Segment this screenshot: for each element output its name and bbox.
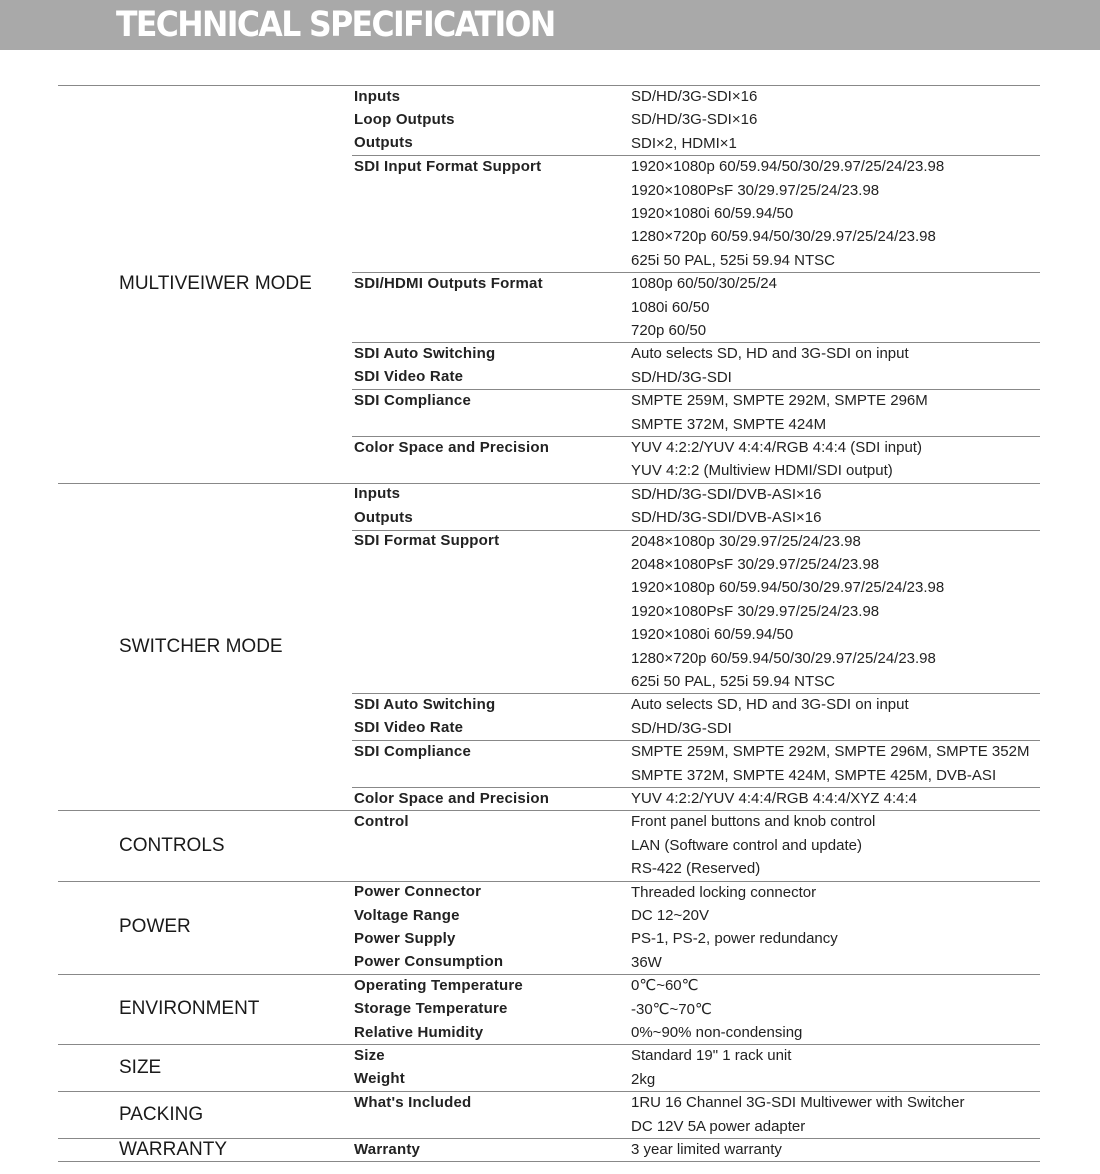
spec-value: Front panel buttons and knob control [631, 813, 876, 831]
divider-line [352, 272, 1040, 273]
spec-value: SD/HD/3G-SDI [631, 368, 732, 386]
spec-value: 0%~90% non-condensing [631, 1024, 803, 1041]
spec-value: LAN (Software control and update) [631, 836, 862, 854]
spec-value: 1080i 60/50 [631, 298, 710, 316]
spec-label: SDI/HDMI Outputs Format [354, 274, 543, 292]
spec-value: 625i 50 PAL, 525i 59.94 NTSC [631, 673, 836, 690]
spec-value: 625i 50 PAL, 525i 59.94 NTSC [631, 251, 836, 269]
section-title: PACKING [119, 1103, 204, 1125]
spec-label: Color Space and Precision [354, 438, 550, 456]
spec-value: 1280×720p 60/59.94/50/30/29.97/25/24/23.98 [631, 649, 936, 667]
spec-value: 1080p 60/50/30/25/24 [631, 275, 777, 293]
divider-line [58, 1044, 1040, 1045]
divider-line [58, 85, 1040, 86]
spec-value: YUV 4:2:2/YUV 4:4:4/RGB 4:4:4 (SDI input) [631, 439, 922, 456]
spec-label: Operating Temperature [354, 976, 523, 994]
spec-value: SMPTE 259M, SMPTE 292M, SMPTE 296M [631, 392, 928, 410]
spec-value: SD/HD/3G-SDI/DVB-ASI×16 [631, 485, 822, 503]
spec-label: Storage Temperature [354, 1000, 508, 1018]
page-title: TECHNICAL SPECIFICATION [116, 5, 555, 45]
spec-label: SDI Video Rate [354, 719, 464, 737]
spec-value: 1920×1080p 60/59.94/50/30/29.97/25/24/23.98 [631, 158, 945, 176]
spec-value: SD/HD/3G-SDI [631, 719, 732, 737]
divider-line [352, 787, 1040, 788]
spec-value: 720p 60/50 [631, 322, 707, 339]
spec-label: SDI Compliance [354, 742, 471, 760]
section-title: CONTROLS [119, 834, 225, 856]
spec-value: 36W [631, 953, 662, 971]
spec-label: Power Consumption [354, 953, 504, 971]
spec-value: -30℃~70℃ [631, 1000, 712, 1018]
spec-value: DC 12~20V [631, 907, 709, 924]
spec-value: 1920×1080PsF 30/29.97/25/24/23.98 [631, 602, 880, 620]
spec-label: SDI Auto Switching [354, 695, 496, 713]
spec-value: 2048×1080p 30/29.97/25/24/23.98 [631, 532, 861, 550]
divider-line [352, 155, 1040, 156]
spec-value: SMPTE 372M, SMPTE 424M, SMPTE 425M, DVB-ASI [631, 766, 997, 784]
section-title: WARRANTY [119, 1138, 228, 1160]
spec-value: YUV 4:2:2 (Multiview HDMI/SDI output) [631, 462, 893, 480]
spec-value: Threaded locking connector [631, 883, 817, 901]
divider-line [352, 436, 1040, 437]
spec-value: 0℃~60℃ [631, 977, 699, 995]
section-title: ENVIRONMENT [119, 998, 260, 1020]
spec-value: 1920×1080i 60/59.94/50 [631, 626, 794, 644]
spec-value: PS-1, PS-2, power redundancy [631, 930, 838, 948]
spec-value: SMPTE 372M, SMPTE 424M [631, 415, 827, 433]
spec-label: Inputs [354, 485, 401, 503]
spec-label: Control [354, 812, 409, 830]
spec-value: 1280×720p 60/59.94/50/30/29.97/25/24/23.98 [631, 228, 936, 246]
section-title: SWITCHER MODE [119, 635, 283, 657]
spec-label: Voltage Range [354, 906, 460, 924]
spec-label: Loop Outputs [354, 110, 455, 128]
spec-label: SDI Format Support [354, 532, 500, 550]
spec-value: Standard 19" 1 rack unit [631, 1047, 792, 1065]
spec-label: SDI Compliance [354, 391, 471, 409]
spec-value: SD/HD/3G-SDI×16 [631, 111, 758, 129]
spec-value: Auto selects SD, HD and 3G-SDI on input [631, 696, 909, 714]
spec-label: Outputs [354, 508, 413, 526]
divider-line [352, 342, 1040, 343]
spec-value: SDI×2, HDMI×1 [631, 134, 737, 152]
spec-label: Inputs [354, 87, 401, 105]
spec-value: RS-422 (Reserved) [631, 860, 761, 878]
spec-label: What's Included [354, 1093, 472, 1111]
spec-label: Warranty [354, 1140, 421, 1158]
section-title: SIZE [119, 1056, 162, 1078]
section-title: MULTIVEIWER MODE [119, 272, 312, 294]
spec-value: 1920×1080p 60/59.94/50/30/29.97/25/24/23.98 [631, 579, 945, 597]
divider-line [352, 389, 1040, 390]
spec-value: YUV 4:2:2/YUV 4:4:4/RGB 4:4:4/XYZ 4:4:4 [631, 790, 917, 807]
spec-label: SDI Input Format Support [354, 157, 542, 175]
spec-label: Weight [354, 1070, 405, 1088]
spec-label: Power Supply [354, 929, 456, 947]
spec-value: 1920×1080i 60/59.94/50 [631, 205, 794, 222]
spec-label: Power Connector [354, 883, 482, 901]
divider-line [352, 740, 1040, 741]
spec-value: 1RU 16 Channel 3G-SDI Multivewer with Switcher [631, 1094, 965, 1112]
divider-line [58, 974, 1040, 975]
spec-label: Relative Humidity [354, 1023, 484, 1041]
spec-value: 3 year limited warranty [631, 1141, 782, 1158]
divider-line [58, 881, 1040, 882]
divider-line [352, 693, 1040, 694]
spec-label: SDI Auto Switching [354, 344, 496, 362]
divider-line [58, 1091, 1040, 1092]
spec-value: 1920×1080PsF 30/29.97/25/24/23.98 [631, 181, 880, 199]
spec-label: Color Space and Precision [354, 789, 550, 807]
spec-value: SMPTE 259M, SMPTE 292M, SMPTE 296M, SMPTE 352M [631, 743, 1030, 761]
divider-line [58, 483, 1040, 484]
divider-line [58, 1161, 1040, 1162]
divider-line [352, 530, 1040, 531]
spec-label: Outputs [354, 134, 413, 152]
spec-value: SD/HD/3G-SDI/DVB-ASI×16 [631, 509, 822, 527]
spec-value: SD/HD/3G-SDI×16 [631, 88, 758, 105]
spec-value: Auto selects SD, HD and 3G-SDI on input [631, 345, 909, 363]
divider-line [58, 810, 1040, 811]
spec-label: Size [354, 1046, 385, 1064]
spec-value: 2kg [631, 1070, 656, 1088]
spec-value: DC 12V 5A power adapter [631, 1117, 806, 1135]
spec-label: SDI Video Rate [354, 368, 464, 386]
spec-value: 2048×1080PsF 30/29.97/25/24/23.98 [631, 556, 880, 573]
section-title: POWER [119, 916, 191, 938]
